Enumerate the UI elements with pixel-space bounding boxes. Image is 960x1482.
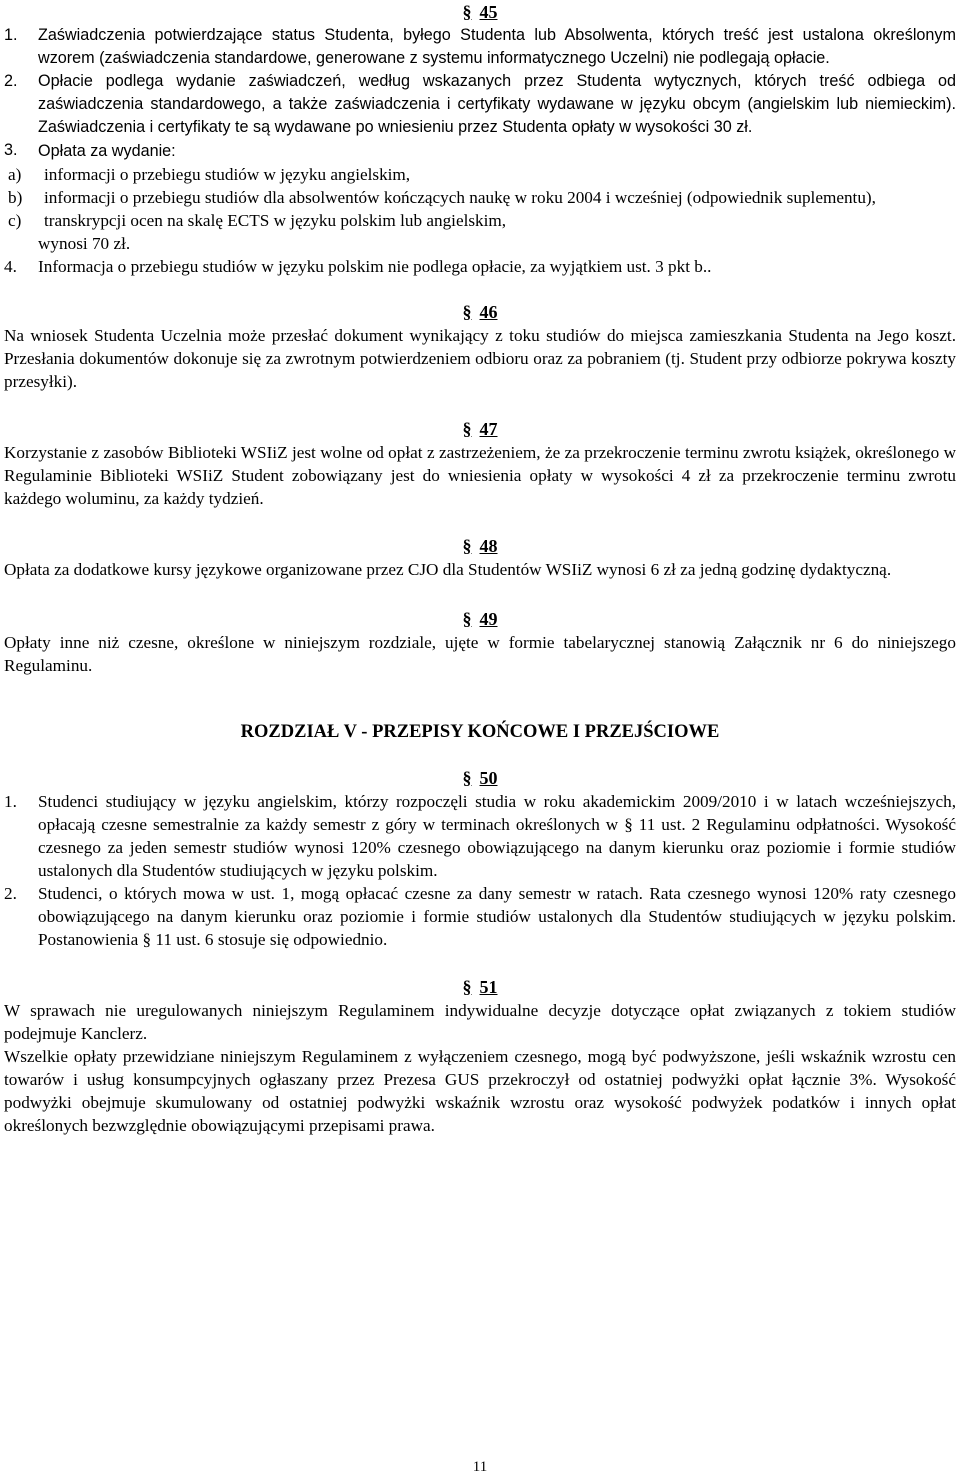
- section-sign: §: [462, 419, 472, 439]
- list-item: [4, 70, 956, 139]
- section-sign: §: [462, 977, 472, 997]
- section-heading-45: [4, 0, 956, 24]
- section-sign: §: [462, 302, 472, 322]
- section-number: 49: [479, 609, 498, 629]
- sub-item-text: transkrypcji ocen na skalę ECTS w języku polskim lub angielskim,: [44, 211, 507, 230]
- item-text: Zaświadczenia potwierdzające status Studenta, byłego Studenta lub Absolwenta, których treść jest ustalona określonym wzorem (zaświadczenia standardowe, generowane z systemu informatycznego Uczelni) nie podlegają opłacie.: [38, 26, 956, 67]
- section-46-text: Na wniosek Studenta Uczelnia może przesłać dokument wynikający z toku studiów do miejsca zamieszkania Studenta na Jego koszt. Przesłania dokumentów dokonuje się za zwrotnym potwierdzeniem odbioru oraz za pobraniem (tj. Student przy odbiorze pokrywa koszty przesyłki).: [4, 326, 956, 391]
- item-number: 3.: [4, 141, 18, 159]
- section-47-text: Korzystanie z zasobów Biblioteki WSIiZ jest wolne od opłat z zastrzeżeniem, że za przekroczenie terminu zwrotu książek, określonego w Regulaminie Biblioteki WSIiZ Student zobowiązany jest do wniesienia opłaty w wysokości 4 zł za przekroczenie terminu zwrotu każdego woluminu, za każdy tydzień.: [4, 443, 956, 508]
- section-sign: §: [462, 609, 472, 629]
- document-page: [4, 0, 956, 1137]
- sub-item-letter: b): [8, 188, 23, 207]
- chapter-title: ROZDZIAŁ V - PRZEPISY KOŃCOWE I PRZEJŚCIOWE: [240, 722, 720, 742]
- item-number: 1.: [4, 26, 18, 44]
- section-51-paragraph-1: W sprawach nie uregulowanych niniejszym Regulaminem indywidualne decyzje dotyczące opłat związanych z tokiem studiów podejmuje Kanclerz.: [4, 1001, 956, 1043]
- section-sign: §: [462, 2, 472, 22]
- item-number: 4.: [4, 257, 17, 276]
- section-number: 45: [479, 2, 498, 22]
- item-number: 1.: [4, 792, 17, 811]
- section-number: 50: [479, 768, 498, 788]
- list-item: [4, 790, 956, 882]
- section-number: 46: [479, 302, 498, 322]
- section-heading-51: [4, 975, 956, 999]
- sub-list-conclusion: wynosi 70 zł.: [38, 234, 131, 253]
- list-item: [4, 139, 956, 255]
- section-50-list: [4, 790, 956, 951]
- section-heading-48: [4, 534, 956, 558]
- section-heading-49: [4, 607, 956, 631]
- section-heading-47: [4, 417, 956, 441]
- sub-list: [4, 163, 956, 232]
- item-text: Opłacie podlega wydanie zaświadczeń, według wskazanych przez Studenta wytycznych, których treść odbiega od zaświadczenia standardowego, a także zaświadczenia i certyfikaty wydawane w języku obcym (angielskim lub niemieckim). Zaświadczenia i certyfikaty te są wydawane po wniesieniu przez Studenta opłaty w wysokości 30 zł.: [38, 72, 956, 136]
- item-text: Opłata za wydanie:: [38, 142, 176, 160]
- item-text: Studenci studiujący w języku angielskim, którzy rozpoczęli studia w roku akademickim 2009/2010 i w latach wcześniejszych, opłacają czesne semestralnie za każdy semestr z góry w terminach określonych w § 11 ust. 2 Regulaminu odpłatności. Wysokość czesnego za jeden semestr studiów wynosi 120% czesnego obowiązującego na danym kierunku oraz poziomie i formie studiów ustalonych dla Studentów studiujących w języku polskim.: [38, 792, 956, 880]
- sub-list-item: [4, 186, 956, 209]
- section-number: 48: [479, 536, 498, 556]
- item-number: 2.: [4, 884, 17, 903]
- sub-item-letter: c): [8, 211, 22, 230]
- page-number: 11: [472, 1459, 488, 1475]
- section-51-paragraph-2: Wszelkie opłaty przewidziane niniejszym Regulaminem z wyłączeniem czesnego, mogą być podwyższone, jeśli wskaźnik wzrostu cen towarów i usług konsumpcyjnych ogłaszany przez Prezesa GUS przekroczył od ostatniej podwyżki opłat łącznie 3%. Wysokość podwyżki obejmuje skumulowany od ostatniej podwyżki wskaźnik wzrostu oraz wysokość podwyżek podatków i innych opłat określonych bezwzględnie obowiązującymi przepisami prawa.: [4, 1047, 956, 1135]
- section-heading-46: [4, 300, 956, 324]
- section-number: 47: [479, 419, 498, 439]
- sub-list-item: [4, 163, 956, 186]
- sub-item-text: informacji o przebiegu studiów dla absolwentów kończących naukę w roku 2004 i wcześniej (odpowiednik suplementu),: [44, 188, 876, 207]
- section-number: 51: [479, 977, 498, 997]
- section-sign: §: [462, 536, 472, 556]
- section-45-list: [4, 24, 956, 278]
- item-text: Informacja o przebiegu studiów w języku polskim nie podlega opłacie, za wyjątkiem ust. 3 pkt b..: [38, 257, 712, 276]
- list-item: [4, 255, 956, 278]
- section-48-text: Opłata za dodatkowe kursy językowe organizowane przez CJO dla Studentów WSIiZ wynosi 6 zł za jedną godzinę dydaktyczną.: [4, 560, 892, 579]
- section-49-text: Opłaty inne niż czesne, określone w niniejszym rozdziale, ujęte w formie tabelarycznej stanowią Załącznik nr 6 do niniejszego Regulaminu.: [4, 633, 956, 675]
- sub-item-text: informacji o przebiegu studiów w języku angielskim,: [44, 165, 411, 184]
- sub-item-letter: a): [8, 165, 22, 184]
- item-number: 2.: [4, 72, 18, 90]
- item-text: Studenci, o których mowa w ust. 1, mogą opłacać czesne za dany semestr w ratach. Rata czesnego wynosi 120% raty czesnego obowiązującego na danym kierunku oraz poziomie i formie studiów ustalonych dla Studentów studiujących w języku polskim. Postanowienia § 11 ust. 6 stosuje się odpowiednio.: [38, 884, 956, 949]
- section-heading-50: [4, 766, 956, 790]
- sub-list-item: [4, 209, 956, 232]
- list-item: [4, 24, 956, 70]
- list-item: [4, 882, 956, 951]
- section-sign: §: [462, 768, 472, 788]
